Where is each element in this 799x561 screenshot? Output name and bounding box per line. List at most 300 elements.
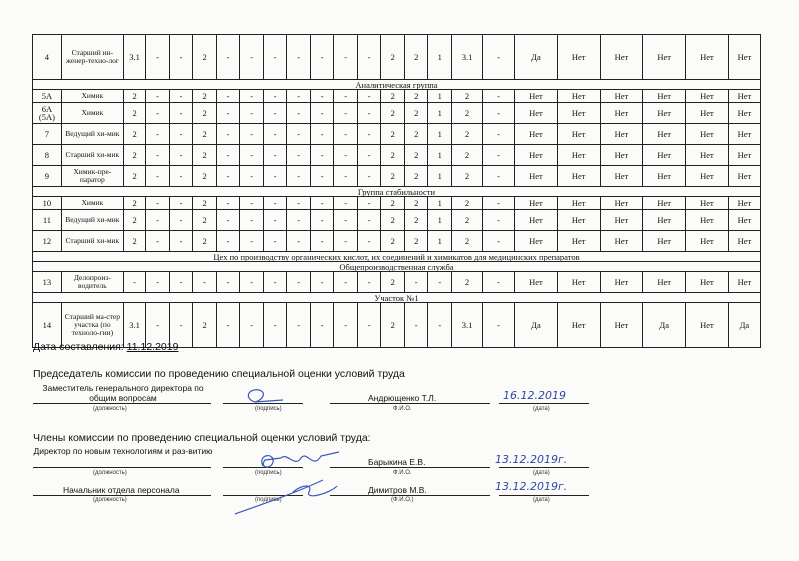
value-cell: 1	[428, 35, 452, 80]
value-cell: Нет	[643, 231, 686, 252]
value-cell: Нет	[557, 124, 600, 145]
value-cell: 2	[123, 166, 145, 187]
chair-cap-signature: (подпись)	[255, 406, 282, 412]
value-cell: -	[357, 272, 381, 293]
value-cell: 3.1	[123, 303, 145, 348]
value-cell: -	[240, 272, 264, 293]
value-cell: -	[240, 231, 264, 252]
value-cell: -	[146, 35, 170, 80]
value-cell: 2	[193, 210, 217, 231]
value-cell: -	[263, 210, 287, 231]
value-cell: 2	[452, 103, 483, 124]
chair-date-handwritten: 16.12.2019	[503, 389, 566, 402]
value-cell: 2	[123, 103, 145, 124]
row-number-cell: 13	[33, 272, 62, 293]
value-cell: Нет	[728, 103, 760, 124]
value-cell: -	[263, 145, 287, 166]
value-cell: Нет	[686, 90, 729, 103]
value-cell: -	[334, 35, 358, 80]
value-cell: -	[357, 231, 381, 252]
value-cell: 1	[428, 90, 452, 103]
value-cell: -	[263, 35, 287, 80]
value-cell: -	[357, 145, 381, 166]
value-cell: 2	[404, 124, 428, 145]
value-cell: -	[216, 231, 240, 252]
position-cell: Химик	[61, 90, 123, 103]
member1-signature	[251, 448, 341, 476]
row-number-cell: 12	[33, 231, 62, 252]
value-cell: -	[357, 197, 381, 210]
value-cell: Нет	[643, 197, 686, 210]
value-cell: 2	[404, 35, 428, 80]
value-cell: Нет	[643, 90, 686, 103]
value-cell: -	[146, 231, 170, 252]
value-cell: 2	[193, 231, 217, 252]
value-cell: 2	[193, 303, 217, 348]
value-cell: Нет	[600, 124, 643, 145]
value-cell: Нет	[600, 303, 643, 348]
value-cell: Нет	[643, 145, 686, 166]
value-cell: Нет	[686, 210, 729, 231]
table-row	[33, 197, 761, 210]
member1-cap-name: Ф.И.О.	[393, 470, 412, 476]
value-cell: 2	[452, 197, 483, 210]
value-cell: -	[146, 103, 170, 124]
value-cell: -	[169, 124, 193, 145]
value-cell: Нет	[686, 197, 729, 210]
value-cell: 2	[452, 90, 483, 103]
row-number-cell: 8	[33, 145, 62, 166]
value-cell: Нет	[515, 166, 558, 187]
value-cell: -	[169, 35, 193, 80]
value-cell: -	[310, 210, 334, 231]
value-cell: -	[310, 35, 334, 80]
value-cell: 1	[428, 145, 452, 166]
value-cell: -	[357, 303, 381, 348]
member2-cap-signature: (подпись)	[255, 497, 282, 503]
table-row	[33, 272, 761, 293]
value-cell: Нет	[728, 272, 760, 293]
value-cell: -	[146, 272, 170, 293]
value-cell: 1	[428, 103, 452, 124]
value-cell: 2	[404, 210, 428, 231]
value-cell: -	[169, 145, 193, 166]
value-cell: -	[310, 272, 334, 293]
position-cell: Химик	[61, 103, 123, 124]
section-label: Цех по производству органических кислот, их соединений и химикатов для медицинских препаратов	[33, 252, 761, 262]
value-cell: -	[287, 272, 311, 293]
value-cell: Да	[515, 303, 558, 348]
value-cell: -	[334, 197, 358, 210]
value-cell: Нет	[686, 35, 729, 80]
member1-cap-position: (должность)	[93, 470, 127, 476]
value-cell: Нет	[557, 90, 600, 103]
value-cell: -	[216, 35, 240, 80]
value-cell: 2	[193, 145, 217, 166]
value-cell: 2	[123, 197, 145, 210]
chair-title: Председатель комиссии по проведению специальной оценки условий труда	[33, 368, 405, 380]
value-cell: 2	[452, 231, 483, 252]
value-cell: 2	[452, 145, 483, 166]
value-cell: -	[240, 145, 264, 166]
value-cell: -	[334, 103, 358, 124]
value-cell: 2	[404, 103, 428, 124]
value-cell: Нет	[515, 145, 558, 166]
value-cell: -	[310, 124, 334, 145]
value-cell: -	[310, 103, 334, 124]
value-cell: 2	[381, 272, 405, 293]
value-cell: 2	[381, 103, 405, 124]
value-cell: -	[334, 303, 358, 348]
section-label: Группа стабильности	[33, 187, 761, 197]
value-cell: Нет	[515, 272, 558, 293]
value-cell: Нет	[643, 103, 686, 124]
value-cell: -	[263, 124, 287, 145]
sout-table-sheet	[32, 34, 761, 348]
value-cell: Нет	[557, 231, 600, 252]
value-cell: 1	[428, 166, 452, 187]
value-cell: -	[216, 303, 240, 348]
row-number-cell: 4	[33, 35, 62, 80]
section-header-row	[33, 80, 761, 90]
value-cell: -	[146, 145, 170, 166]
value-cell: Нет	[600, 210, 643, 231]
value-cell: -	[404, 303, 428, 348]
value-cell: Нет	[643, 210, 686, 231]
value-cell: 2	[452, 210, 483, 231]
value-cell: Нет	[557, 35, 600, 80]
value-cell: -	[334, 166, 358, 187]
table-row	[33, 90, 761, 103]
value-cell: 2	[381, 303, 405, 348]
value-cell: Нет	[686, 103, 729, 124]
value-cell: -	[216, 166, 240, 187]
value-cell: -	[169, 103, 193, 124]
value-cell: -	[263, 303, 287, 348]
value-cell: -	[216, 145, 240, 166]
value-cell: 2	[381, 124, 405, 145]
value-cell: -	[216, 103, 240, 124]
value-cell: Нет	[728, 90, 760, 103]
value-cell: -	[240, 103, 264, 124]
value-cell: Нет	[557, 210, 600, 231]
row-number-cell: 6А (5А)	[33, 103, 62, 124]
value-cell: -	[146, 166, 170, 187]
table-row	[33, 210, 761, 231]
value-cell: -	[310, 231, 334, 252]
member1-cap-signature: (подпись)	[255, 470, 282, 476]
value-cell: -	[334, 124, 358, 145]
sout-results-table	[32, 34, 761, 348]
chair-cap-date: (дата)	[533, 406, 550, 412]
value-cell: -	[334, 90, 358, 103]
value-cell: 2	[193, 35, 217, 80]
date-value: 11.12.2019	[126, 341, 179, 353]
value-cell: 2	[123, 90, 145, 103]
value-cell: -	[287, 231, 311, 252]
value-cell: -	[240, 210, 264, 231]
value-cell: -	[483, 35, 515, 80]
table-row	[33, 145, 761, 166]
value-cell: -	[146, 124, 170, 145]
value-cell: 1	[428, 197, 452, 210]
position-cell: Старший ма-стер участка (по техноло-гии)	[61, 303, 123, 348]
value-cell: Нет	[728, 197, 760, 210]
position-cell: Старший хи-мик	[61, 145, 123, 166]
value-cell: Нет	[515, 231, 558, 252]
value-cell: -	[240, 303, 264, 348]
date-line	[33, 341, 178, 353]
value-cell: 2	[404, 197, 428, 210]
value-cell: Нет	[557, 166, 600, 187]
value-cell: Нет	[643, 124, 686, 145]
value-cell: -	[263, 197, 287, 210]
value-cell: -	[216, 272, 240, 293]
value-cell: 2	[193, 197, 217, 210]
value-cell: -	[263, 90, 287, 103]
value-cell: Нет	[600, 166, 643, 187]
position-cell: Делопроиз-водитель	[61, 272, 123, 293]
value-cell: Нет	[557, 145, 600, 166]
value-cell: Нет	[643, 35, 686, 80]
value-cell: -	[169, 231, 193, 252]
value-cell: 2	[381, 231, 405, 252]
value-cell: Нет	[728, 145, 760, 166]
value-cell: Нет	[643, 166, 686, 187]
position-cell: Старший хи-мик	[61, 231, 123, 252]
value-cell: -	[146, 90, 170, 103]
row-number-cell: 10	[33, 197, 62, 210]
value-cell: -	[193, 272, 217, 293]
value-cell: Нет	[515, 103, 558, 124]
value-cell: Нет	[557, 272, 600, 293]
row-number-cell: 5А	[33, 90, 62, 103]
value-cell: -	[287, 90, 311, 103]
value-cell: Нет	[600, 231, 643, 252]
value-cell: 3.1	[123, 35, 145, 80]
value-cell: -	[169, 210, 193, 231]
value-cell: 2	[123, 210, 145, 231]
member2-cap-date: (дата)	[533, 497, 550, 503]
value-cell: -	[216, 124, 240, 145]
value-cell: Нет	[600, 35, 643, 80]
value-cell: 2	[452, 124, 483, 145]
value-cell: Нет	[600, 272, 643, 293]
member2-cap-name: (Ф.И.О.)	[391, 497, 414, 503]
value-cell: -	[334, 145, 358, 166]
value-cell: -	[357, 90, 381, 103]
value-cell: Нет	[728, 166, 760, 187]
value-cell: -	[357, 35, 381, 80]
value-cell: -	[483, 231, 515, 252]
value-cell: 2	[381, 210, 405, 231]
chair-name: Андрющенко Т.Л.	[368, 393, 437, 403]
value-cell: -	[483, 210, 515, 231]
section-header-row	[33, 252, 761, 262]
value-cell: -	[310, 303, 334, 348]
value-cell: -	[169, 90, 193, 103]
value-cell: -	[357, 210, 381, 231]
member1-name: Барыкина Е.В.	[368, 457, 426, 467]
value-cell: 1	[428, 231, 452, 252]
value-cell: Да	[515, 35, 558, 80]
position-cell: Ведущий хи-мик	[61, 210, 123, 231]
value-cell: 2	[123, 145, 145, 166]
value-cell: 2	[193, 90, 217, 103]
table-body	[33, 35, 761, 348]
value-cell: Да	[643, 303, 686, 348]
section-header-row	[33, 262, 761, 272]
value-cell: Нет	[600, 103, 643, 124]
value-cell: Нет	[515, 210, 558, 231]
value-cell: Нет	[557, 303, 600, 348]
value-cell: -	[287, 197, 311, 210]
value-cell: -	[169, 197, 193, 210]
value-cell: Нет	[728, 124, 760, 145]
value-cell: -	[310, 145, 334, 166]
value-cell: -	[310, 90, 334, 103]
value-cell: -	[287, 145, 311, 166]
value-cell: 1	[428, 210, 452, 231]
value-cell: -	[169, 303, 193, 348]
member1-date-handwritten: 13.12.2019г.	[495, 453, 568, 466]
value-cell: 2	[381, 90, 405, 103]
section-label: Участок №1	[33, 293, 761, 303]
member2-position: Начальник отдела персонала	[63, 485, 180, 495]
value-cell: -	[240, 166, 264, 187]
member1-position: Директор по новым технологиям и раз-витию	[33, 446, 213, 456]
value-cell: -	[287, 210, 311, 231]
value-cell: Нет	[686, 272, 729, 293]
value-cell: 3.1	[452, 303, 483, 348]
value-cell: Нет	[728, 210, 760, 231]
member2-cap-position: (должность)	[93, 497, 127, 503]
value-cell: Нет	[728, 231, 760, 252]
position-cell: Химик	[61, 197, 123, 210]
value-cell: Нет	[686, 166, 729, 187]
member1-cap-date: (дата)	[533, 470, 550, 476]
value-cell: -	[287, 166, 311, 187]
value-cell: 1	[428, 124, 452, 145]
value-cell: 2	[123, 231, 145, 252]
value-cell: -	[357, 124, 381, 145]
value-cell: 2	[193, 166, 217, 187]
value-cell: -	[428, 303, 452, 348]
row-number-cell: 14	[33, 303, 62, 348]
value-cell: Нет	[686, 231, 729, 252]
row-number-cell: 9	[33, 166, 62, 187]
value-cell: 2	[193, 124, 217, 145]
value-cell: -	[240, 197, 264, 210]
value-cell: 2	[381, 35, 405, 80]
member2-signature	[233, 474, 343, 518]
table-row	[33, 35, 761, 80]
chair-signature	[233, 384, 293, 406]
row-number-cell: 7	[33, 124, 62, 145]
value-cell: Нет	[515, 90, 558, 103]
value-cell: -	[216, 210, 240, 231]
value-cell: -	[483, 197, 515, 210]
value-cell: -	[146, 303, 170, 348]
value-cell: 2	[404, 90, 428, 103]
section-header-row	[33, 187, 761, 197]
value-cell: -	[146, 197, 170, 210]
value-cell: -	[310, 197, 334, 210]
value-cell: -	[240, 90, 264, 103]
value-cell: -	[169, 272, 193, 293]
position-cell: Химик-пре-паратор	[61, 166, 123, 187]
value-cell: -	[334, 231, 358, 252]
value-cell: -	[310, 166, 334, 187]
table-row	[33, 166, 761, 187]
table-row	[33, 124, 761, 145]
value-cell: Да	[728, 303, 760, 348]
value-cell: -	[287, 103, 311, 124]
value-cell: Нет	[600, 145, 643, 166]
section-header-row	[33, 293, 761, 303]
section-label: Аналитическая группа	[33, 80, 761, 90]
member2-name: Димитров М.В.	[368, 485, 427, 495]
value-cell: -	[483, 272, 515, 293]
value-cell: -	[263, 272, 287, 293]
value-cell: -	[146, 210, 170, 231]
value-cell: -	[334, 210, 358, 231]
value-cell: Нет	[600, 90, 643, 103]
member2-date-handwritten: 13.12.2019г.	[495, 480, 568, 493]
value-cell: 3.1	[452, 35, 483, 80]
value-cell: -	[357, 166, 381, 187]
value-cell: Нет	[557, 197, 600, 210]
value-cell: -	[123, 272, 145, 293]
value-cell: -	[216, 197, 240, 210]
value-cell: 2	[381, 166, 405, 187]
value-cell: -	[483, 103, 515, 124]
value-cell: -	[287, 35, 311, 80]
value-cell: Нет	[728, 35, 760, 80]
value-cell: 2	[404, 231, 428, 252]
value-cell: -	[240, 124, 264, 145]
value-cell: 2	[381, 145, 405, 166]
position-cell: Ведущий хи-мик	[61, 124, 123, 145]
value-cell: 2	[452, 272, 483, 293]
value-cell: 2	[381, 197, 405, 210]
table-row	[33, 103, 761, 124]
value-cell: -	[263, 231, 287, 252]
value-cell: Нет	[643, 272, 686, 293]
value-cell: -	[483, 145, 515, 166]
value-cell: 2	[404, 166, 428, 187]
value-cell: 2	[404, 145, 428, 166]
value-cell: Нет	[686, 124, 729, 145]
value-cell: 2	[123, 124, 145, 145]
chair-cap-name: Ф.И.О.	[393, 406, 412, 412]
value-cell: -	[483, 303, 515, 348]
value-cell: Нет	[686, 303, 729, 348]
row-number-cell: 11	[33, 210, 62, 231]
date-label: Дата составления:	[33, 341, 124, 353]
value-cell: -	[263, 103, 287, 124]
value-cell: -	[287, 124, 311, 145]
chair-cap-position: (должность)	[93, 406, 127, 412]
members-title: Члены комиссии по проведению специальной оценки условий труда:	[33, 432, 371, 444]
section-label: Общепроизводственная служба	[33, 262, 761, 272]
chair-position: Заместитель генерального директора по общим вопросам	[42, 383, 204, 403]
value-cell: Нет	[515, 197, 558, 210]
value-cell: -	[240, 35, 264, 80]
value-cell: Нет	[600, 197, 643, 210]
value-cell: -	[483, 124, 515, 145]
value-cell: -	[287, 303, 311, 348]
